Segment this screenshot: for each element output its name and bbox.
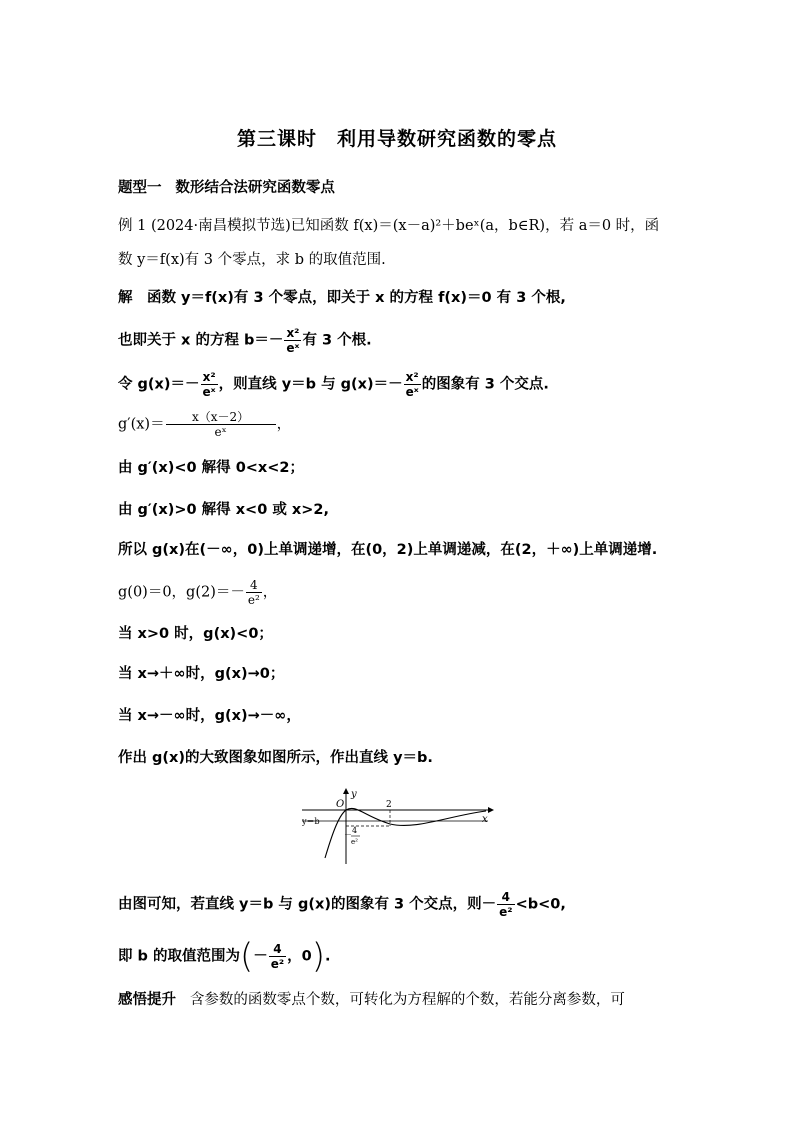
solution-line-8-pre: g(0)＝0，g(2)＝－ — [118, 584, 245, 601]
fraction-num: 4 — [246, 578, 262, 593]
fraction-den: e² — [270, 957, 285, 971]
tick-2-label: 2 — [386, 800, 392, 810]
solution-line-13-post: <b<0, — [515, 896, 566, 913]
solution-line-4-pre: g′(x)＝ — [118, 416, 165, 433]
fraction-num: x² — [201, 370, 218, 385]
solution-line-2-post: 有 3 个根. — [302, 332, 372, 349]
solution-line-2-pre: 也即关于 x 的方程 b＝－ — [118, 332, 284, 349]
solution-line-7: 所以 g(x)在(－∞，0)上单调递增，在(0，2)上单调递减，在(2，＋∞)上单调递增. — [118, 542, 658, 558]
fraction-den: e² — [499, 905, 513, 919]
fraction-num: 4 — [497, 890, 514, 905]
section-text: 数形结合法研究函数零点 — [175, 180, 335, 196]
solution-line-14-mid: ，0 — [287, 948, 312, 965]
x-axis-label: x — [482, 814, 488, 825]
fraction-den: eˣ — [405, 385, 419, 399]
solution-line-3-pre: 令 g(x)＝－ — [118, 376, 200, 393]
solution-line-3 — [118, 370, 549, 399]
fraction-4-e2-c — [269, 942, 286, 971]
solution-line-4 — [118, 410, 291, 439]
fraction-x2-ex — [284, 326, 301, 355]
insight-text: 含参数的函数零点个数，可转化为方程解的个数，若能分离参数，可 — [189, 992, 625, 1008]
solution-line-14: 即 b 的取值范围为(－ $\frac{4}{\text{e²}}$ ，0). — [118, 936, 331, 977]
fraction-num: x² — [404, 370, 421, 385]
line-b-label: y＝b — [302, 817, 320, 826]
fraction-den: e² — [247, 593, 260, 607]
insight-line — [118, 990, 625, 1010]
solution-line-9: 当 x>0 时，g(x)<0； — [118, 626, 273, 642]
fraction-x2-ex-b — [404, 370, 421, 399]
fraction-num: 4 — [269, 942, 286, 957]
solution-line-3-post: 的图象有 3 个交点. — [421, 376, 549, 393]
left-paren: ( — [239, 936, 254, 977]
fraction-4-e2 — [246, 578, 262, 607]
example-line-2: 数 y＝f(x)有 3 个零点，求 b 的取值范围. — [118, 252, 386, 268]
example-line-1: 例 1 (2024·南昌模拟节选)已知函数 f(x)＝(x－a)²＋beˣ(a，b∈R)，若 a＝0 时，函 — [118, 218, 660, 234]
fraction-num: x² — [284, 326, 301, 341]
y-axis-arrow-icon — [343, 788, 349, 794]
solution-line-8 — [118, 578, 277, 607]
min-den: e² — [351, 838, 358, 846]
solution-line-13 — [118, 890, 566, 919]
fraction-derivative — [166, 410, 276, 439]
fraction-den: eˣ — [286, 341, 300, 355]
right-paren: ) — [311, 936, 326, 977]
min-sign: － — [344, 830, 352, 839]
x-axis-arrow-icon — [488, 807, 494, 813]
page-title: 第三课时 利用导数研究函数的零点 — [236, 128, 557, 150]
solution-line-8-post: ， — [262, 584, 278, 601]
solution-line-14-post: . — [325, 948, 331, 965]
y-axis-label: y — [351, 789, 357, 800]
fraction-num: x（x－2） — [166, 410, 276, 425]
solution-line-13-pre: 由图可知，若直线 y＝b 与 g(x)的图象有 3 个交点，则－ — [118, 896, 497, 913]
fraction-den: eˣ — [202, 385, 216, 399]
min-num: 4 — [352, 826, 358, 835]
origin-label: O — [336, 799, 345, 810]
function-graph — [298, 786, 494, 866]
fraction-den: eˣ — [214, 425, 227, 439]
solution-line-4-post: ， — [276, 416, 292, 433]
fraction-4-e2-b — [497, 890, 514, 919]
section-heading — [118, 178, 335, 198]
solution-line-2 — [118, 326, 372, 355]
insight-label: 感悟提升 — [118, 992, 176, 1008]
solution-line-12: 作出 g(x)的大致图象如图所示，作出直线 y＝b. — [118, 750, 433, 766]
fraction-x2-ex-a — [201, 370, 218, 399]
solution-line-11: 当 x→－∞时，g(x)→－∞， — [118, 708, 301, 724]
solution-line-5: 由 g′(x)<0 解得 0<x<2； — [118, 460, 305, 476]
section-label: 题型一 — [118, 180, 162, 196]
solution-line-3-mid: ，则直线 y＝b 与 g(x)＝－ — [218, 376, 403, 393]
solution-line-14-pre: 即 b 的取值范围为 — [118, 948, 240, 965]
solution-line-1: 解 函数 y＝f(x)有 3 个零点，即关于 x 的方程 f(x)＝0 有 3 个根, — [118, 290, 566, 306]
solution-line-10: 当 x→＋∞时，g(x)→0； — [118, 666, 285, 682]
solution-line-6: 由 g′(x)>0 解得 x<0 或 x>2, — [118, 502, 329, 518]
